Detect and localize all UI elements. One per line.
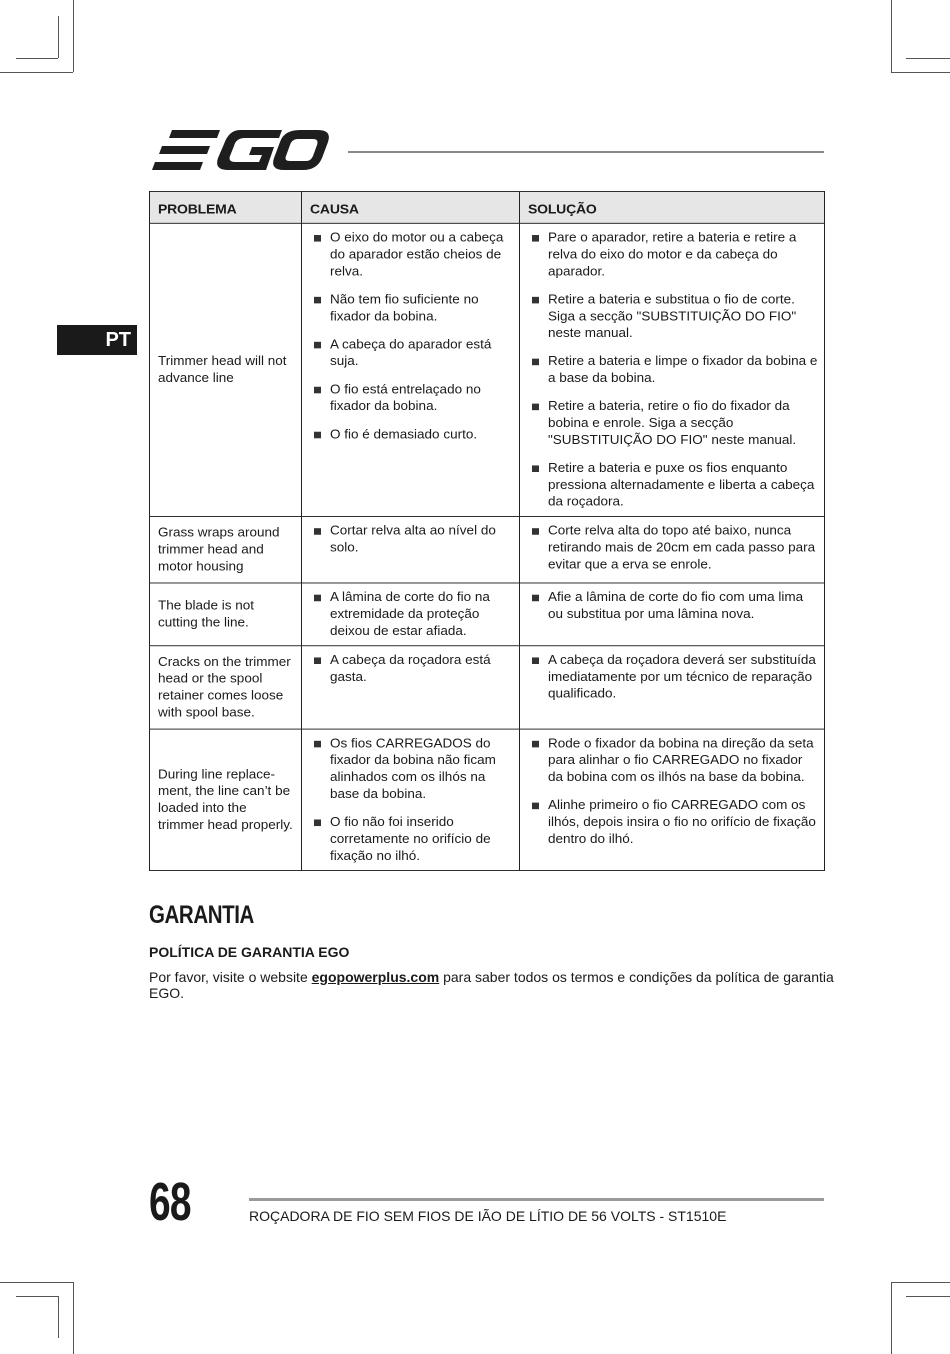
solution-text: Rode o fixador da bobina na direção da seta para alinhar o fio CARREGADO no fixador da bobina com os ilhós na base da bobina. bbox=[548, 736, 814, 784]
solution-cell bbox=[520, 583, 825, 646]
square-bullet-icon bbox=[314, 235, 321, 242]
page-number: 68 bbox=[149, 1172, 191, 1232]
crop-mark bbox=[906, 1296, 950, 1297]
table-header-row bbox=[150, 191, 825, 223]
problem-cell: Trimmer head will not advance line bbox=[150, 223, 302, 516]
square-bullet-icon bbox=[532, 359, 539, 366]
crop-mark bbox=[891, 1282, 892, 1354]
solution-text: Retire a bateria e substitua o fio de corte. Siga a secção "SUBSTITUIÇÃO DO FIO" neste manual. bbox=[548, 292, 797, 340]
solution-item bbox=[528, 797, 818, 848]
square-bullet-icon bbox=[532, 595, 539, 602]
warranty-text-after: para saber todos os termos e condições da política de garantia EGO. bbox=[149, 969, 834, 1001]
cause-item bbox=[310, 735, 513, 802]
cause-cell bbox=[302, 646, 520, 729]
square-bullet-icon bbox=[532, 404, 539, 411]
header-causa: CAUSA bbox=[302, 191, 520, 223]
cause-text: Os fios CARREGADOS do fixador da bobina não ficam alinhados com os ilhós na base da bobina. bbox=[330, 736, 496, 801]
cause-text: A lâmina de corte do fio na extremidade da proteção deixou de estar afiada. bbox=[330, 590, 490, 638]
crop-mark bbox=[58, 16, 59, 58]
table-row bbox=[150, 583, 825, 646]
header-rule bbox=[348, 151, 824, 153]
table-row bbox=[150, 646, 825, 729]
cause-text: O eixo do motor ou a cabeça do aparador estão cheios de relva. bbox=[330, 230, 504, 279]
cause-item bbox=[310, 814, 513, 865]
footer-rule bbox=[249, 1198, 824, 1201]
solution-text: Retire a bateria e limpe o fixador da bobina e a base da bobina. bbox=[548, 353, 818, 385]
cause-cell bbox=[302, 516, 520, 583]
table-row bbox=[150, 516, 825, 583]
solution-cell bbox=[520, 646, 825, 729]
crop-mark bbox=[16, 58, 58, 59]
square-bullet-icon bbox=[314, 432, 321, 439]
cause-item bbox=[310, 589, 513, 640]
solution-item bbox=[528, 652, 818, 703]
language-tab: PT bbox=[57, 325, 137, 355]
crop-mark bbox=[58, 1296, 59, 1338]
solution-cell bbox=[520, 516, 825, 583]
solution-text: Retire a bateria, retire o fio do fixador da bobina e enrole. Siga a secção "SUBSTITUIÇÃO DO FIO" neste manual. bbox=[548, 398, 797, 447]
header-solucao: SOLUÇÃO bbox=[520, 191, 825, 223]
cause-text: O fio não foi inserido corretamente no orifício de fixação no ilhó. bbox=[330, 814, 491, 863]
solution-text: Alinhe primeiro o fio CARREGADO com os ilhós, depois insira o fio no orifício de fixação dentro do ilhó. bbox=[548, 797, 816, 846]
solution-item bbox=[528, 291, 818, 342]
ego-logo bbox=[150, 128, 332, 172]
crop-mark bbox=[891, 1282, 950, 1283]
problem-cell: Cracks on the trimmer head or the spool retainer comes loose with spool base. bbox=[150, 646, 302, 729]
warranty-title: GARANTIA bbox=[149, 901, 254, 929]
solution-item bbox=[528, 735, 818, 786]
square-bullet-icon bbox=[314, 387, 321, 394]
cause-text: O fio está entrelaçado no fixador da bobina. bbox=[330, 382, 481, 413]
cause-text: O fio é demasiado curto. bbox=[330, 427, 478, 442]
square-bullet-icon bbox=[532, 803, 539, 810]
cause-item bbox=[310, 426, 513, 443]
table-row bbox=[150, 223, 825, 516]
cause-item bbox=[310, 291, 513, 325]
cause-text: Não tem fio suficiente no fixador da bobina. bbox=[330, 292, 479, 324]
crop-mark bbox=[16, 1296, 58, 1297]
cause-text: A cabeça do aparador está suja. bbox=[330, 337, 492, 369]
problem-cell: Grass wraps around trimmer head and motor housing bbox=[150, 516, 302, 583]
cause-cell bbox=[302, 583, 520, 646]
crop-mark bbox=[0, 1282, 73, 1283]
square-bullet-icon bbox=[314, 297, 321, 304]
warranty-policy-title: POLÍTICA DE GARANTIA EGO bbox=[149, 944, 350, 960]
cause-item bbox=[310, 381, 513, 415]
warranty-text-before: Por favor, visite o website bbox=[149, 969, 312, 985]
square-bullet-icon bbox=[314, 819, 321, 826]
solution-text: A cabeça da roçadora deverá ser substituída imediatamente por um técnico de reparação qualificado. bbox=[548, 652, 816, 701]
square-bullet-icon bbox=[532, 741, 539, 748]
problem-cell: During line replace-ment, the line can’t be loaded into the trimmer head properly. bbox=[150, 729, 302, 870]
cause-item bbox=[310, 336, 513, 370]
warranty-text bbox=[149, 969, 849, 1001]
square-bullet-icon bbox=[532, 297, 539, 304]
crop-mark bbox=[73, 1282, 74, 1354]
solution-item bbox=[528, 229, 818, 280]
header-problema: PROBLEMA bbox=[150, 191, 302, 223]
solution-text: Corte relva alta do topo até baixo, nunca retirando mais de 20cm em cada passo para evitar que a erva se enrole. bbox=[548, 523, 816, 572]
table-row bbox=[150, 729, 825, 870]
crop-mark bbox=[891, 72, 950, 73]
solution-text: Retire a bateria e puxe os fios enquanto pressiona alternadamente e liberta a cabeça da roçadora. bbox=[548, 460, 815, 509]
crop-mark bbox=[0, 72, 73, 73]
solution-item bbox=[528, 460, 818, 511]
square-bullet-icon bbox=[314, 741, 321, 748]
square-bullet-icon bbox=[314, 342, 321, 349]
solution-cell bbox=[520, 729, 825, 870]
solution-item bbox=[528, 353, 818, 387]
solution-item bbox=[528, 589, 818, 623]
solution-text: Afie a lâmina de corte do fio com uma lima ou substitua por uma lâmina nova. bbox=[548, 590, 804, 621]
crop-mark bbox=[73, 0, 74, 72]
crop-mark bbox=[891, 0, 892, 72]
solution-cell bbox=[520, 223, 825, 516]
square-bullet-icon bbox=[314, 657, 321, 664]
solution-item bbox=[528, 398, 818, 449]
cause-item bbox=[310, 229, 513, 280]
cause-text: Cortar relva alta ao nível do solo. bbox=[330, 523, 496, 555]
square-bullet-icon bbox=[532, 465, 539, 472]
warranty-link[interactable]: egopowerplus.com bbox=[311, 969, 440, 985]
solution-text: Pare o aparador, retire a bateria e retire a relva do eixo do motor e da cabeça do aparador. bbox=[548, 230, 797, 279]
problem-cell: The blade is not cutting the line. bbox=[150, 583, 302, 646]
cause-cell bbox=[302, 729, 520, 870]
crop-mark bbox=[906, 58, 950, 59]
cause-text: A cabeça da roçadora está gasta. bbox=[330, 652, 491, 684]
square-bullet-icon bbox=[314, 528, 321, 535]
solution-item bbox=[528, 523, 818, 574]
square-bullet-icon bbox=[314, 595, 321, 602]
cause-item bbox=[310, 523, 513, 557]
footer-product-line: ROÇADORA DE FIO SEM FIOS DE IÃO DE LÍTIO DE 56 VOLTS - ST1510E bbox=[249, 1208, 727, 1224]
square-bullet-icon bbox=[532, 235, 539, 242]
troubleshooting-table bbox=[149, 191, 825, 871]
cause-item bbox=[310, 652, 513, 686]
cause-cell bbox=[302, 223, 520, 516]
square-bullet-icon bbox=[532, 657, 539, 664]
square-bullet-icon bbox=[532, 528, 539, 535]
